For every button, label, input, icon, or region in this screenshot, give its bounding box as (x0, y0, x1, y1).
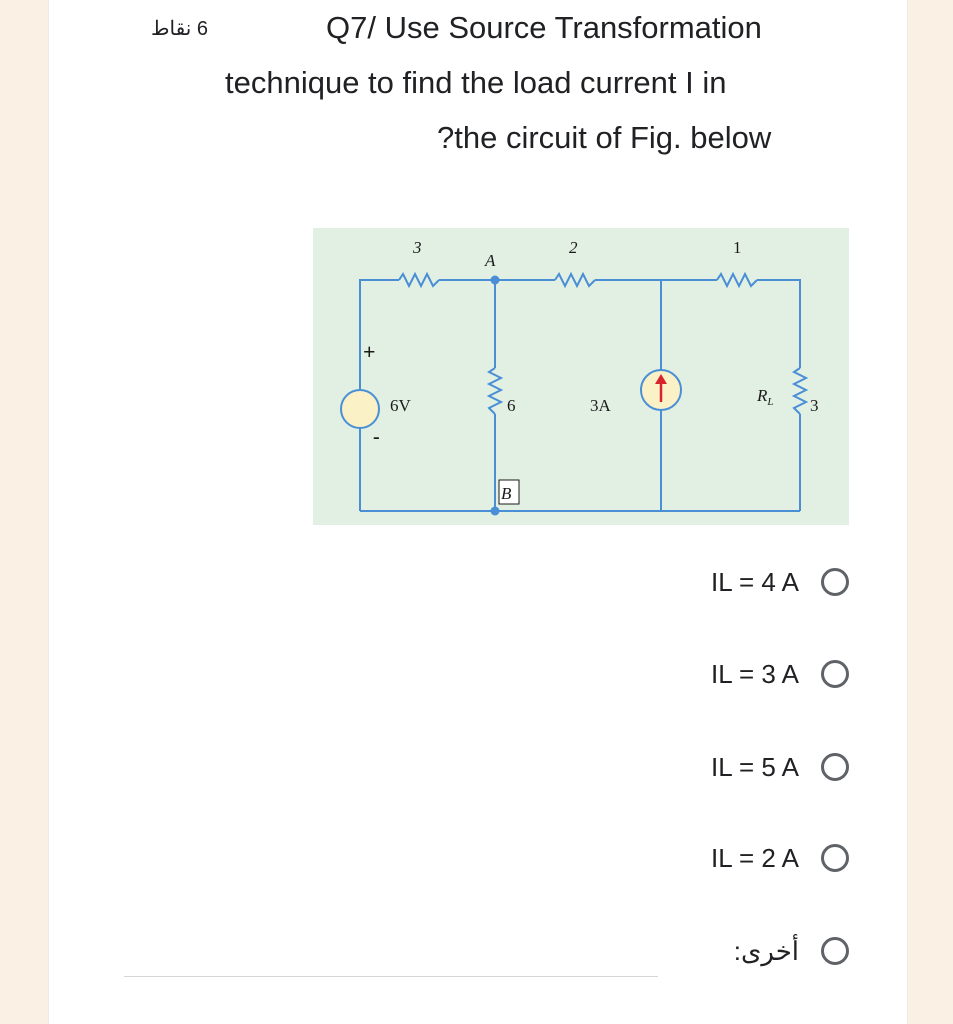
radio-button[interactable] (821, 844, 849, 872)
voltage-source-symbol (341, 390, 379, 428)
radio-button[interactable] (821, 937, 849, 965)
option-other[interactable] (734, 929, 849, 973)
question-line-2: technique to find the load current I in (225, 65, 727, 100)
option-il-2a[interactable] (711, 836, 849, 880)
option-label: IL = 4 A (711, 566, 799, 597)
label-r2: 2 (569, 238, 578, 257)
label-r1: 3 (413, 238, 422, 257)
question-line-3: ?the circuit of Fig. below (437, 120, 772, 155)
wire-top-left (360, 280, 399, 390)
label-r-mid: 6 (507, 396, 516, 415)
label-minus: - (373, 426, 380, 448)
option-label: أخرى: (733, 935, 799, 966)
node-a-dot (491, 276, 500, 285)
radio-button[interactable] (821, 568, 849, 596)
radio-button[interactable] (821, 753, 849, 781)
points-label: 6 نقاط (151, 18, 208, 40)
label-plus: + (363, 339, 376, 364)
circuit-figure (313, 228, 849, 525)
option-il-4a[interactable] (711, 560, 849, 604)
label-rl (756, 386, 774, 408)
resistor-rl-symbol (794, 368, 806, 414)
option-label: IL = 3 A (711, 658, 799, 689)
label-r3: 1 (733, 238, 742, 257)
resistor-2-symbol (555, 274, 595, 286)
resistor-1-symbol (717, 274, 757, 286)
question-line-1: Q7/ Use Source Transformation (326, 10, 762, 45)
label-node-b: B (501, 484, 512, 503)
option-label: IL = 2 A (711, 842, 799, 873)
label-rl-r: R (757, 386, 768, 405)
resistor-3-symbol (399, 274, 439, 286)
wire-top-right (757, 280, 800, 368)
option-label: IL = 5 A (711, 751, 799, 782)
option-il-3a[interactable] (711, 652, 849, 696)
label-source-i: 3A (590, 396, 611, 415)
label-rl-sub: L (767, 396, 774, 408)
other-text-input[interactable] (124, 976, 658, 977)
resistor-6-symbol (489, 368, 501, 414)
label-node-a: A (485, 251, 496, 270)
node-b-dot (491, 507, 500, 516)
label-source-v: 6V (390, 396, 411, 415)
radio-button[interactable] (821, 660, 849, 688)
option-il-5a[interactable] (711, 745, 849, 789)
label-rl-value: 3 (810, 396, 819, 415)
circuit-diagram (313, 228, 849, 525)
